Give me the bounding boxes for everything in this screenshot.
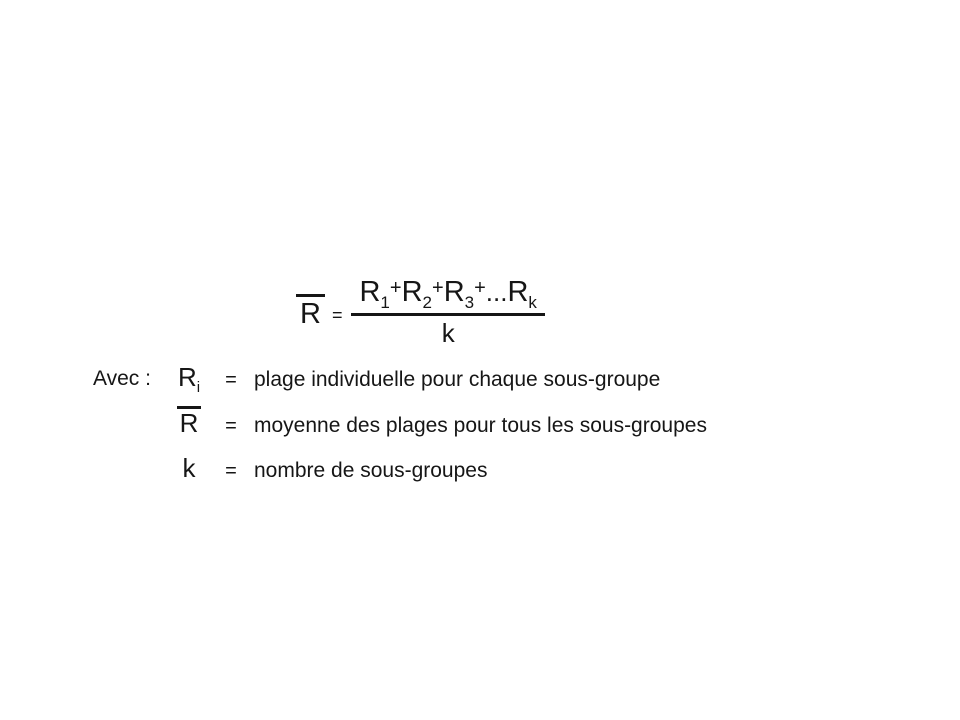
fraction-denominator: k — [441, 318, 455, 349]
rbar-small-base: R — [179, 408, 199, 438]
term-rk-base: R — [507, 276, 529, 308]
k-description: nombre de sous-groupes — [254, 459, 488, 482]
equals-sign: = — [331, 305, 343, 326]
term-r2-sub: 2 — [422, 292, 432, 312]
plus-operator: + — [389, 277, 402, 299]
equals-sign: = — [225, 415, 237, 437]
fraction — [351, 276, 544, 348]
term-r1 — [359, 276, 390, 312]
term-r2-base: R — [401, 276, 423, 308]
term-r3-base: R — [443, 276, 465, 308]
rbar-base: R — [300, 297, 321, 330]
plus-operator: + — [432, 277, 444, 299]
term-r3 — [443, 276, 475, 312]
plus-operator: + — [474, 277, 486, 299]
rbar-formula — [296, 276, 545, 348]
definition-row-ri — [164, 361, 661, 397]
term-r2 — [401, 276, 432, 312]
ri-description: plage individuelle pour chaque sous-groupe — [254, 368, 661, 391]
definition-row-k — [164, 452, 487, 485]
avec-label: Avec : — [93, 367, 151, 390]
rbar-description: moyenne des plages pour tous les sous-groupes — [254, 414, 707, 437]
equals-sign: = — [225, 369, 237, 391]
ri-symbol — [164, 361, 214, 397]
term-rk — [507, 276, 537, 312]
rbar-symbol-small — [164, 406, 214, 440]
fraction-numerator — [351, 276, 544, 316]
k-symbol — [164, 452, 214, 485]
rbar-symbol — [296, 294, 325, 331]
equals-sign: = — [225, 460, 237, 482]
term-r3-sub: 3 — [464, 292, 475, 312]
term-r1-sub: 1 — [380, 292, 390, 312]
ri-base: R — [177, 362, 197, 392]
term-rk-sub: k — [528, 292, 537, 312]
k-base: k — [182, 453, 196, 483]
rbar-overline — [177, 406, 202, 437]
term-r1-base: R — [359, 276, 381, 308]
definition-row-rbar — [164, 406, 707, 440]
ellipsis: ... — [485, 277, 508, 307]
ri-sub: i — [196, 379, 201, 397]
